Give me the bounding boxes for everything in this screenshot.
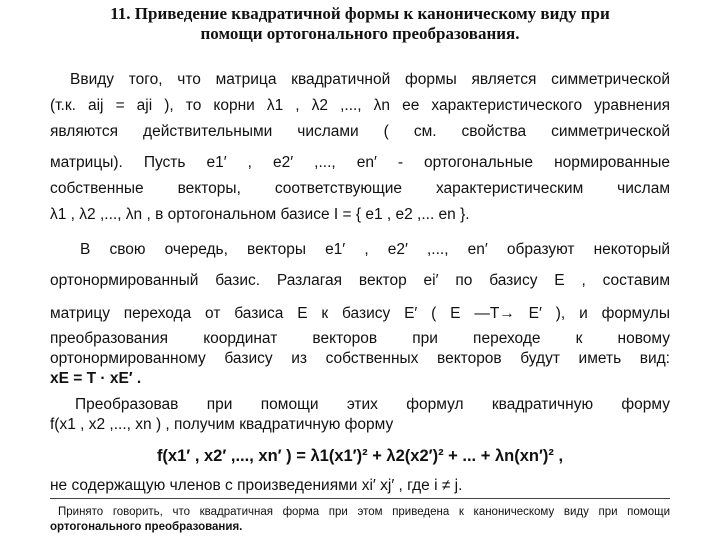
text-line-9: матрицу перехода от базиса E к базису E′ ( E —T→ E′ ), и формулы [50,305,670,322]
text-line-6: λ1 , λ2 ,..., λn , в ортогональном базисе I = { e1 , e2 ,... en }. [50,206,470,223]
text-line-8: ортонормированный базис. Разлагая вектор ei′ по базису E , составим [50,272,670,289]
text-line-13: Преобразовав при помощи этих формул квадратичную форму [75,396,670,413]
formula-canonical: f(x1′ , x2′ ,..., xn′ ) = λ1(x1′)² + λ2(x2′)² + ... + λn(xn′)² , [156,447,564,465]
divider [50,498,670,499]
footnote-line-2: ортогонального преобразования. [50,521,243,533]
page-title [60,4,660,44]
text-line-16: не содержащую членов с произведениями xi′ xj′ , где i ≠ j. [50,477,463,494]
text-line-1: Ввиду того, что матрица квадратичной формы является симметрической [70,71,670,88]
text-line-7: В свою очередь, векторы e1′ , e2′ ,..., en′ образуют некоторый [80,241,670,258]
text-line-10: преобразования координат векторов при переходе к новому [50,330,670,347]
title-line-1: 11. Приведение квадратичной формы к каноническому виду при [110,4,610,23]
footnote-line-1: Принято говорить, что квадратичная форма при этом приведена к каноническому виду при помощи [58,506,670,518]
text-line-2: (т.к. aij = aji ), то корни λ1 , λ2 ,..., λn ее характеристического уравнения [50,97,670,114]
text-line-5: собственные векторы, соответствующие характеристическим числам [50,180,670,197]
formula-transform: xE = T · xE′ . [50,370,142,387]
text-line-3: являются действительными числами ( см. свойства симметрической [50,123,670,140]
title-line-2: помощи ортогонального преобразования. [200,24,520,43]
text-line-4: матрицы). Пусть e1′ , e2′ ,..., en′ - ортогональные нормированные [50,154,670,171]
text-line-14: f(x1 , x2 ,..., xn ) , получим квадратичную форму [50,416,394,433]
text-line-11: ортонормированному базису из собственных векторов будут иметь вид: [50,350,670,367]
